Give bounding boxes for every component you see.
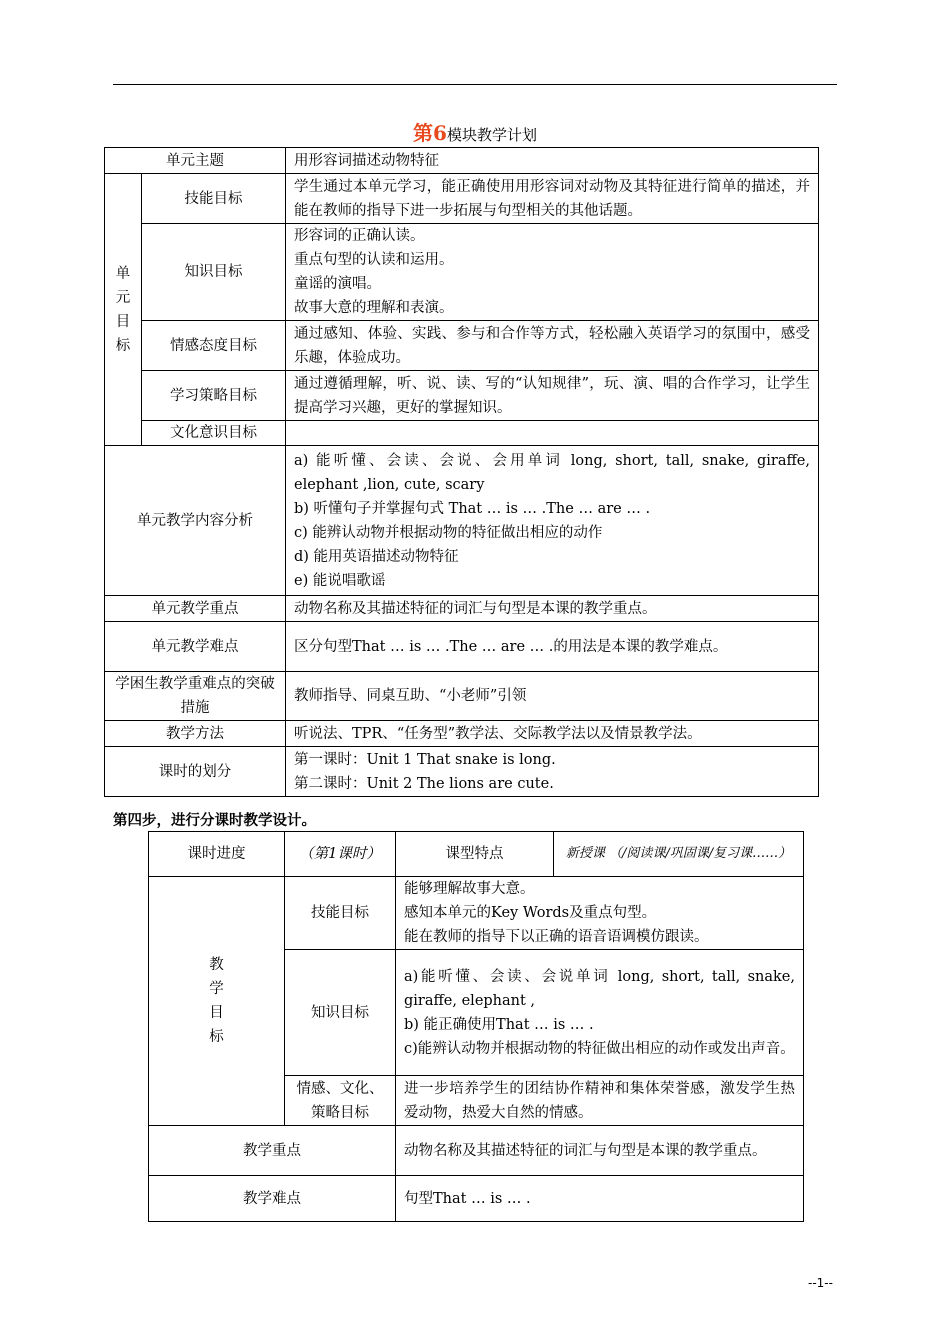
lesson-knowledge-value: a)能听懂、会读、会说单词 long, short, tall, snake, giraffe, elephant , b) 能正确使用That … is … . c)能辨认动物并根据动物的特征做出相应的动作或发出声音。 xyxy=(396,950,804,1076)
strategy-goal-value: 通过遵循理解，听、说、读、写的“认知规律”，玩、演、唱的合作学习，让学生提高学习兴趣，更好的掌握知识。 xyxy=(286,371,819,421)
lesson-skill-value: 能够理解故事大意。 感知本单元的Key Words及重点句型。 能在教师的指导下以正确的语音语调模仿跟读。 xyxy=(396,877,804,950)
teaching-goals-label: 教 学 目 标 xyxy=(149,877,285,1126)
knowledge-goal-value: 形容词的正确认读。 重点句型的认读和运用。 童谣的演唱。 故事大意的理解和表演。 xyxy=(286,224,819,321)
unit-difficult-value: 区分句型That … is … .The … are … .的用法是本课的教学难点。 xyxy=(286,622,819,672)
lesson-design-table xyxy=(148,831,804,1222)
page-number: --1-- xyxy=(808,1276,833,1290)
unit-plan-table xyxy=(104,147,819,797)
page-title xyxy=(0,120,950,148)
measures-value: 教师指导、同桌互助、“小老师”引领 xyxy=(286,672,819,721)
unit-theme-value: 用形容词描述动物特征 xyxy=(286,148,819,174)
lesson-knowledge-label: 知识目标 xyxy=(285,950,396,1076)
emotion-goal-value: 通过感知、体验、实践、参与和合作等方式，轻松融入英语学习的氛围中，感受乐趣，体验成功。 xyxy=(286,321,819,371)
content-analysis-label: 单元教学内容分析 xyxy=(105,446,286,596)
title-text: 模块教学计划 xyxy=(446,126,537,144)
lesson-key-value: 动物名称及其描述特征的词汇与句型是本课的教学重点。 xyxy=(396,1126,804,1176)
skill-goal-label: 技能目标 xyxy=(142,174,286,224)
progress-label: 课时进度 xyxy=(149,832,285,877)
unit-key-label: 单元教学重点 xyxy=(105,596,286,622)
method-label: 教学方法 xyxy=(105,721,286,747)
header-rule xyxy=(113,84,837,85)
skill-goal-value: 学生通过本单元学习，能正确使用用形容词对动物及其特征进行简单的描述，并能在教师的指导下进一步拓展与句型相关的其他话题。 xyxy=(286,174,819,224)
lesson-emotion-label: 情感、文化、策略目标 xyxy=(285,1076,396,1126)
period-value: 第一课时：Unit 1 That snake is long. 第二课时：Unit 2 The lions are cute. xyxy=(286,747,819,797)
strategy-goal-label: 学习策略目标 xyxy=(142,371,286,421)
culture-goal-label: 文化意识目标 xyxy=(142,421,286,446)
unit-theme-label: 单元主题 xyxy=(105,148,286,174)
lesson-skill-label: 技能目标 xyxy=(285,877,396,950)
unit-goals-label: 单 元 目 标 xyxy=(105,174,142,446)
culture-goal-value xyxy=(286,421,819,446)
knowledge-goal-label: 知识目标 xyxy=(142,224,286,321)
lesson-difficult-value: 句型That … is … . xyxy=(396,1176,804,1222)
progress-value: （第1课时） xyxy=(285,832,396,877)
lesson-type-label: 课型特点 xyxy=(396,832,554,877)
unit-key-value: 动物名称及其描述特征的词汇与句型是本课的教学重点。 xyxy=(286,596,819,622)
step-four-heading: 第四步，进行分课时教学设计。 xyxy=(113,813,316,829)
title-number: 第6 xyxy=(413,121,447,145)
lesson-key-label: 教学重点 xyxy=(149,1126,396,1176)
emotion-goal-label: 情感态度目标 xyxy=(142,321,286,371)
period-label: 课时的划分 xyxy=(105,747,286,797)
method-value: 听说法、TPR、“任务型”教学法、交际教学法以及情景教学法。 xyxy=(286,721,819,747)
content-analysis-value: a) 能听懂、会读、会说、会用单词 long, short, tall, snake, giraffe, elephant ,lion, cute, scary b) 听懂句子并掌握句式 That … is … .The … are … . c) 能辨认动物并根据动物的特征做出相应的动作 d) 能用英语描述动物特征 e) 能说唱歌谣 xyxy=(286,446,819,596)
lesson-emotion-value: 进一步培养学生的团结协作精神和集体荣誉感，激发学生热爱动物，热爱大自然的情感。 xyxy=(396,1076,804,1126)
measures-label: 学困生教学重难点的突破措施 xyxy=(105,672,286,721)
lesson-type-value: 新授课 （/阅读课/巩固课/复习课……） xyxy=(554,832,804,877)
lesson-difficult-label: 教学难点 xyxy=(149,1176,396,1222)
unit-difficult-label: 单元教学难点 xyxy=(105,622,286,672)
